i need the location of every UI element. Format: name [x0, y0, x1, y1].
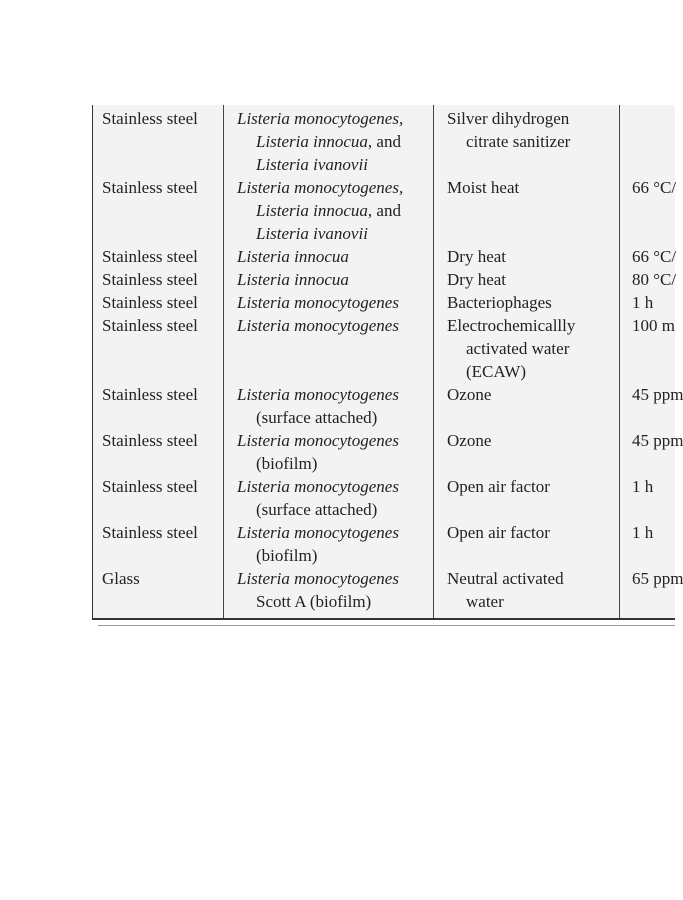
treatment-line: Silver dihydrogen	[447, 109, 570, 128]
condition-text: 1 h	[632, 293, 654, 312]
treatment-cell	[447, 429, 491, 452]
treatment-cell	[447, 314, 575, 383]
material-cell	[102, 245, 198, 268]
material-cell	[102, 475, 198, 498]
organism-line	[237, 567, 399, 590]
organism-line	[237, 153, 403, 176]
treatment-line: Ozone	[447, 431, 492, 450]
treatment-line: (ECAW)	[466, 362, 527, 381]
organism-line	[237, 314, 399, 337]
organism-line	[237, 590, 399, 613]
condition-cell	[632, 291, 653, 314]
organism-cell	[237, 521, 399, 567]
condition-text: 80 °C/	[632, 270, 677, 289]
material-text: Stainless steel	[102, 293, 198, 312]
material-text: Stainless steel	[102, 316, 198, 335]
condition-text: 45 ppm	[632, 385, 683, 404]
condition-text: 1 h	[632, 477, 654, 496]
organism-note: (surface attached)	[256, 500, 378, 519]
material-text: Stainless steel	[102, 431, 198, 450]
treatment-line: citrate sanitizer	[466, 132, 571, 151]
material-cell	[102, 521, 198, 544]
data-table	[92, 105, 683, 620]
organism-note: Scott A (biofilm)	[256, 592, 372, 611]
species-name: Listeria monocytogenes	[237, 431, 399, 450]
condition-cell	[632, 475, 653, 498]
treatment-cell	[447, 567, 564, 613]
treatment-line: Dry heat	[447, 247, 507, 266]
organism-note: , and	[367, 132, 401, 151]
treatment-cell	[447, 475, 550, 498]
condition-text: 66 °C/	[632, 247, 677, 266]
treatment-line: Neutral activated	[447, 569, 564, 588]
column-divider	[433, 105, 434, 618]
species-name: Listeria ivanovii	[256, 155, 368, 174]
material-cell	[102, 383, 198, 406]
condition-cell	[632, 429, 683, 452]
organism-cell	[237, 291, 399, 314]
organism-note: (biofilm)	[256, 454, 318, 473]
species-name: Listeria monocytogenes	[237, 316, 399, 335]
treatment-cell	[447, 383, 491, 406]
organism-line	[237, 452, 399, 475]
species-name: Listeria monocytogenes	[237, 523, 399, 542]
organism-note: , and	[367, 201, 401, 220]
organism-cell	[237, 383, 399, 429]
treatment-line: Electrochemicallly	[447, 316, 576, 335]
treatment-line: Open air factor	[447, 477, 550, 496]
organism-cell	[237, 475, 399, 521]
material-text: Stainless steel	[102, 385, 198, 404]
material-cell	[102, 268, 198, 291]
species-name: Listeria innocua	[237, 270, 349, 289]
species-name: Listeria monocytogenes	[237, 385, 399, 404]
organism-line	[237, 130, 403, 153]
condition-text: 100 m	[632, 316, 675, 335]
species-name: Listeria innocua	[256, 201, 368, 220]
treatment-cell	[447, 268, 506, 291]
material-cell	[102, 314, 198, 337]
treatment-line: Ozone	[447, 385, 492, 404]
organism-cell	[237, 245, 349, 268]
condition-text: 66 °C/	[632, 178, 677, 197]
material-text: Stainless steel	[102, 247, 198, 266]
material-text: Stainless steel	[102, 477, 198, 496]
treatment-line: Bacteriophages	[447, 293, 552, 312]
condition-cell	[632, 383, 683, 406]
material-text: Glass	[102, 569, 140, 588]
treatment-cell	[447, 176, 519, 199]
organism-line	[237, 475, 399, 498]
organism-line	[237, 383, 399, 406]
treatment-cell	[447, 291, 552, 314]
treatment-cell	[447, 245, 506, 268]
treatment-line: Open air factor	[447, 523, 550, 542]
organism-line	[237, 245, 349, 268]
species-name: Listeria monocytogenes,	[237, 178, 404, 197]
material-cell	[102, 291, 198, 314]
organism-cell	[237, 268, 349, 291]
organism-cell	[237, 314, 399, 337]
organism-line	[237, 498, 399, 521]
condition-cell	[632, 521, 653, 544]
condition-cell	[632, 245, 676, 268]
condition-text: 45 ppm	[632, 431, 683, 450]
treatment-line: Moist heat	[447, 178, 520, 197]
condition-text: 1 h	[632, 523, 654, 542]
table-bottom-rule	[98, 625, 675, 626]
species-name: Listeria innocua	[256, 132, 368, 151]
material-cell	[102, 429, 198, 452]
condition-cell	[632, 314, 675, 337]
organism-line	[237, 268, 349, 291]
organism-line	[237, 107, 403, 130]
organism-note: (surface attached)	[256, 408, 378, 427]
material-text: Stainless steel	[102, 270, 198, 289]
organism-cell	[237, 567, 399, 613]
material-text: Stainless steel	[102, 523, 198, 542]
condition-cell	[632, 567, 683, 590]
material-text: Stainless steel	[102, 109, 198, 128]
column-divider	[223, 105, 224, 618]
organism-line	[237, 406, 399, 429]
species-name: Listeria monocytogenes,	[237, 109, 404, 128]
species-name: Listeria monocytogenes	[237, 477, 399, 496]
material-cell	[102, 567, 140, 590]
organism-line	[237, 199, 403, 222]
organism-cell	[237, 107, 403, 176]
species-name: Listeria monocytogenes	[237, 293, 399, 312]
organism-note: (biofilm)	[256, 546, 318, 565]
organism-line	[237, 429, 399, 452]
treatment-line: activated water	[466, 339, 570, 358]
organism-cell	[237, 429, 399, 475]
organism-line	[237, 521, 399, 544]
material-cell	[102, 176, 198, 199]
species-name: Listeria monocytogenes	[237, 569, 399, 588]
condition-cell	[632, 268, 676, 291]
species-name: Listeria ivanovii	[256, 224, 368, 243]
treatment-cell	[447, 521, 550, 544]
organism-line	[237, 291, 399, 314]
treatment-line: water	[466, 592, 504, 611]
material-cell	[102, 107, 198, 130]
species-name: Listeria innocua	[237, 247, 349, 266]
organism-cell	[237, 176, 403, 245]
organism-line	[237, 222, 403, 245]
organism-line	[237, 544, 399, 567]
material-text: Stainless steel	[102, 178, 198, 197]
column-divider	[619, 105, 620, 618]
treatment-line: Dry heat	[447, 270, 507, 289]
condition-cell	[632, 176, 676, 199]
treatment-cell	[447, 107, 570, 153]
organism-line	[237, 176, 403, 199]
condition-text: 65 ppm	[632, 569, 683, 588]
